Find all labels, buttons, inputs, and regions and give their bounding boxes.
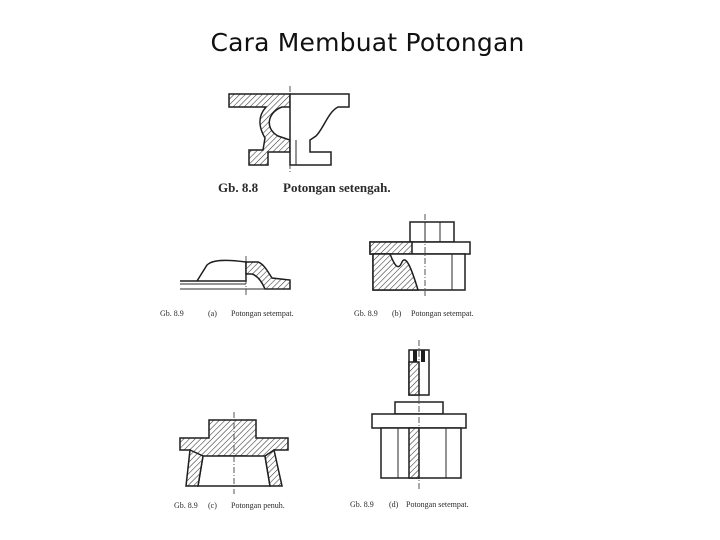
fig-8-9a-caption: Potongan setempat.	[231, 309, 294, 318]
fig-8-9c-caption: Potongan penuh.	[231, 501, 285, 510]
fig-8-9d-part: (d)	[389, 500, 399, 509]
fig-8-9b-caption: Potongan setempat.	[411, 309, 474, 318]
figure-8-9d-local-section	[350, 340, 469, 509]
fig-8-9c-part: (c)	[208, 501, 217, 510]
fig-8-8-label: Gb. 8.8	[218, 180, 259, 195]
fig-8-9b-label: Gb. 8.9	[354, 309, 378, 318]
figure-8-9b-local-section	[354, 214, 474, 318]
fig-8-9b-part: (b)	[392, 309, 402, 318]
fig-8-8-caption: Potongan setengah.	[283, 180, 391, 195]
fig-8-9d-label: Gb. 8.9	[350, 500, 374, 509]
figure-8-8-half-section	[218, 86, 391, 195]
fig-8-9c-label: Gb. 8.9	[174, 501, 198, 510]
figure-8-9a-local-section	[160, 256, 294, 318]
slide-title: Cara Membuat Potongan	[210, 28, 525, 57]
fig-8-9a-part: (a)	[208, 309, 217, 318]
fig-8-9d-caption: Potongan setempat.	[406, 500, 469, 509]
fig-8-9a-label: Gb. 8.9	[160, 309, 184, 318]
figure-8-9c-full-section	[174, 412, 288, 510]
